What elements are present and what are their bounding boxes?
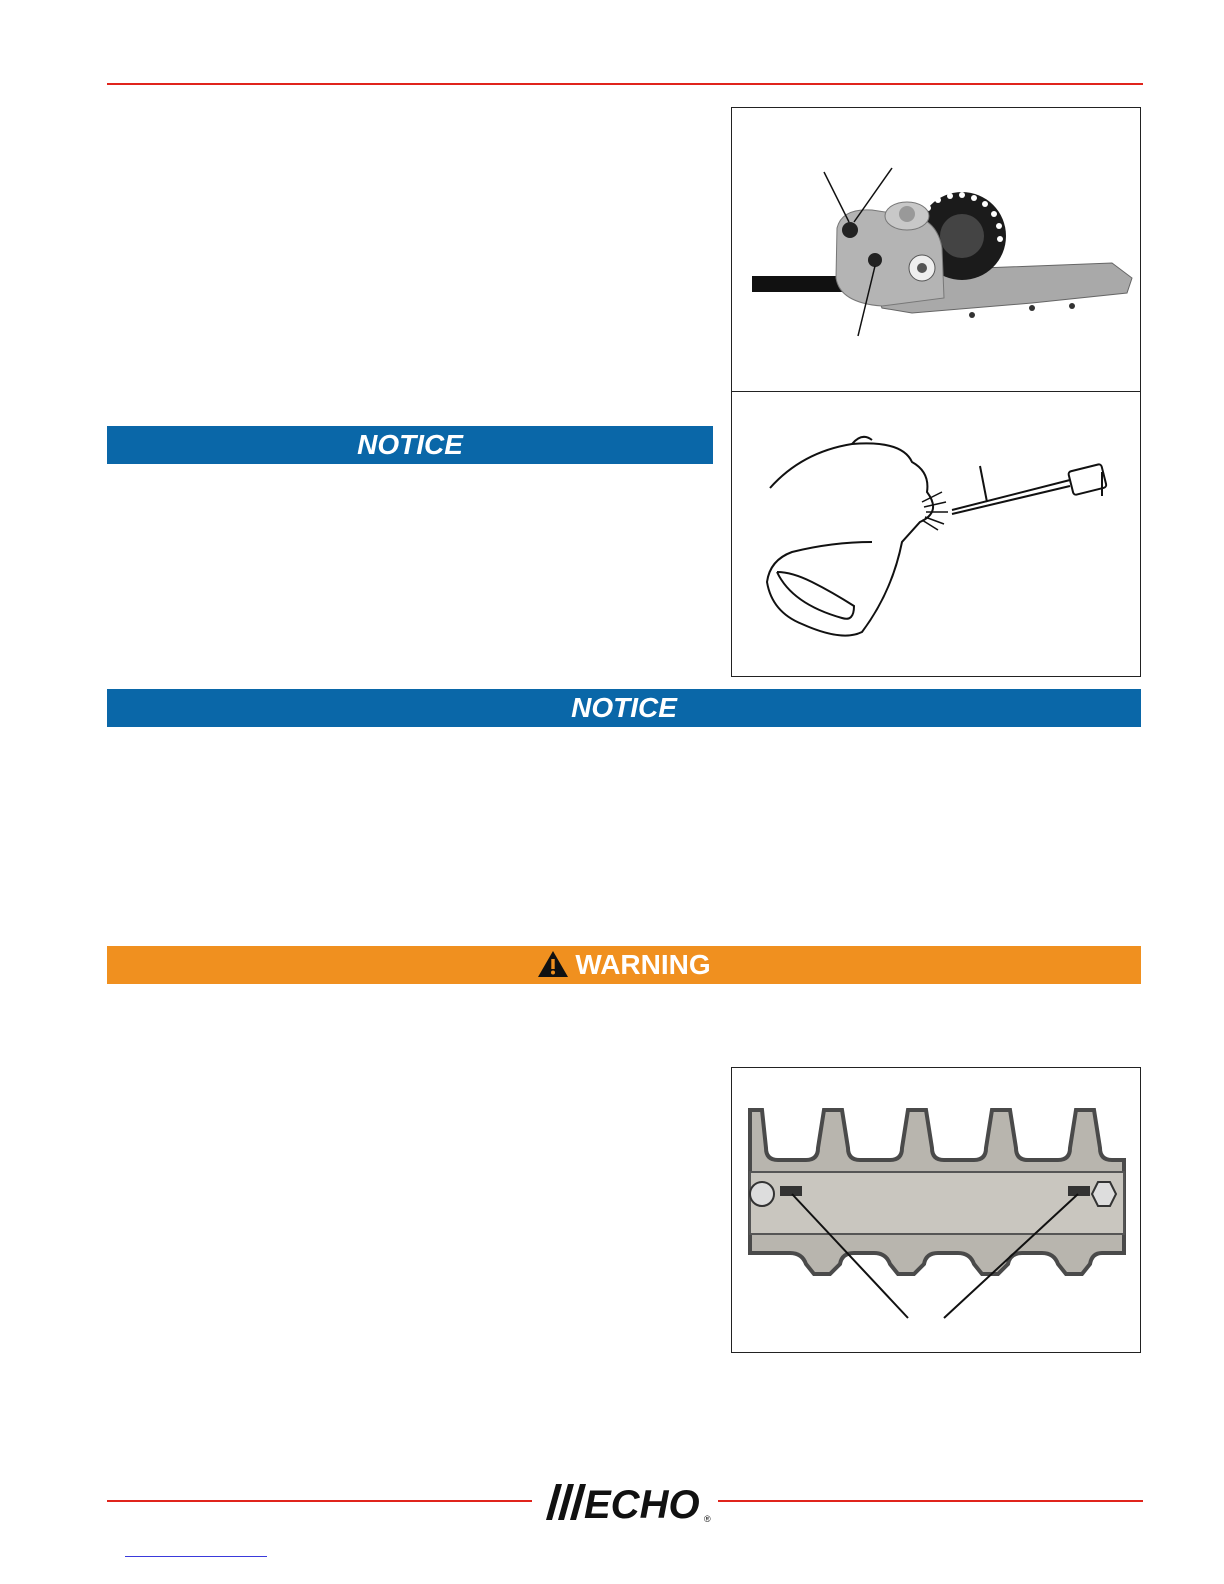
warning-banner — [107, 946, 1141, 984]
footer-link-underline[interactable] — [125, 1556, 267, 1557]
footer-rule-right — [718, 1500, 1143, 1502]
footer-rule-left — [107, 1500, 532, 1502]
brand-name: ECHO — [584, 1483, 700, 1524]
echo-logo — [536, 1480, 716, 1524]
registered-mark: ® — [704, 1514, 711, 1524]
notice-banner-wide: NOTICE — [107, 689, 1141, 727]
warning-label: WARNING — [575, 949, 711, 980]
header-rule — [107, 83, 1143, 85]
cleaning-brush-figure — [731, 391, 1141, 677]
warning-triangle-icon — [537, 950, 569, 978]
notice-banner: NOTICE — [107, 426, 713, 464]
cutter-blade-figure — [731, 1067, 1141, 1353]
gear-case-figure — [731, 107, 1141, 393]
